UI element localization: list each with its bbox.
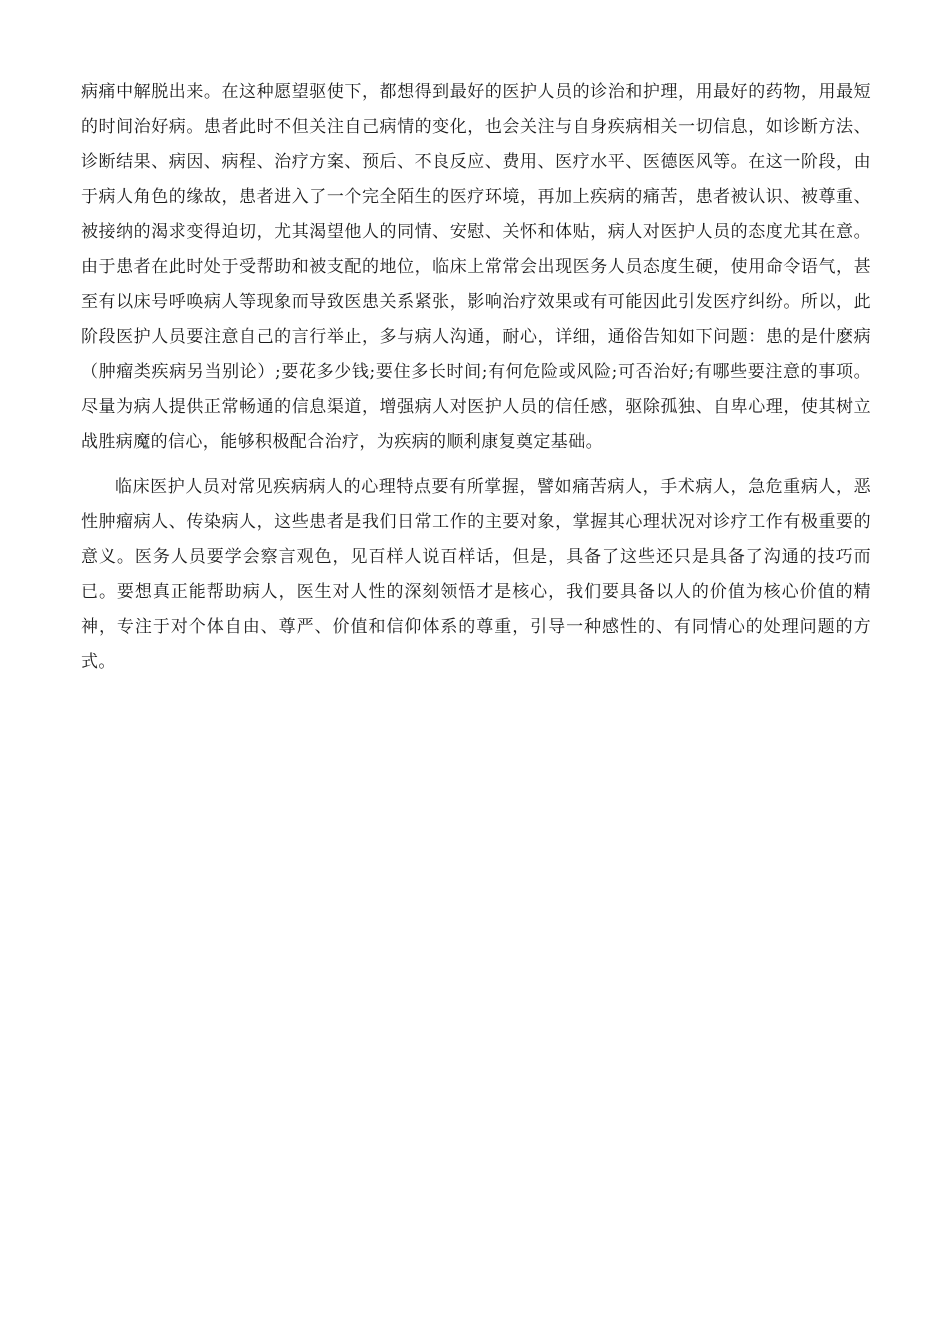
- document-body: [81, 75, 871, 680]
- paragraph-1: 病痛中解脱出来。在这种愿望驱使下，都想得到最好的医护人员的诊治和护理，用最好的药物，用最短的时间治好病。患者此时不但关注自己病情的变化，也会关注与自身疾病相关一切信息，如诊断方法、诊断结果、病因、病程、治疗方案、预后、不良反应、费用、医疗水平、医德医风等。在这一阶段，由于病人角色的缘故，患者进入了一个完全陌生的医疗环境，再加上疾病的痛苦，患者被认识、被尊重、被接纳的渴求变得迫切，尤其渴望他人的同情、安慰、关怀和体贴，病人对医护人员的态度尤其在意。由于患者在此时处于受帮助和被支配的地位，临床上常常会出现医务人员态度生硬，使用命令语气，甚至有以床号呼唤病人等现象而导致医患关系紧张，影响治疗效果或有可能因此引发医疗纠纷。所以，此阶段医护人员要注意自己的言行举止，多与病人沟通，耐心，详细，通俗告知如下问题：患的是什麽病（肿瘤类疾病另当别论）;要花多少钱;要住多长时间;有何危险或风险;可否治好;有哪些要注意的事项。尽量为病人提供正常畅通的信息渠道，增强病人对医护人员的信任感，驱除孤独、自卑心理，使其树立战胜病魔的信心，能够积极配合治疗，为疾病的顺利康复奠定基础。: [81, 82, 871, 452]
- paragraph-2: 临床医护人员对常见疾病病人的心理特点要有所掌握，譬如痛苦病人，手术病人，急危重病人，恶性肿瘤病人、传染病人，这些患者是我们日常工作的主要对象，掌握其心理状况对诊疗工作有极重要的意义。医务人员要学会察言观色，见百样人说百样话，但是，具备了这些还只是具备了沟通的技巧而已。要想真正能帮助病人，医生对人性的深刻领悟才是核心，我们要具备以人的价值为核心价值的精神，专注于对个体自由、尊严、价值和信仰体系的尊重，引导一种感性的、有同情心的处理问题的方式。: [81, 477, 871, 672]
